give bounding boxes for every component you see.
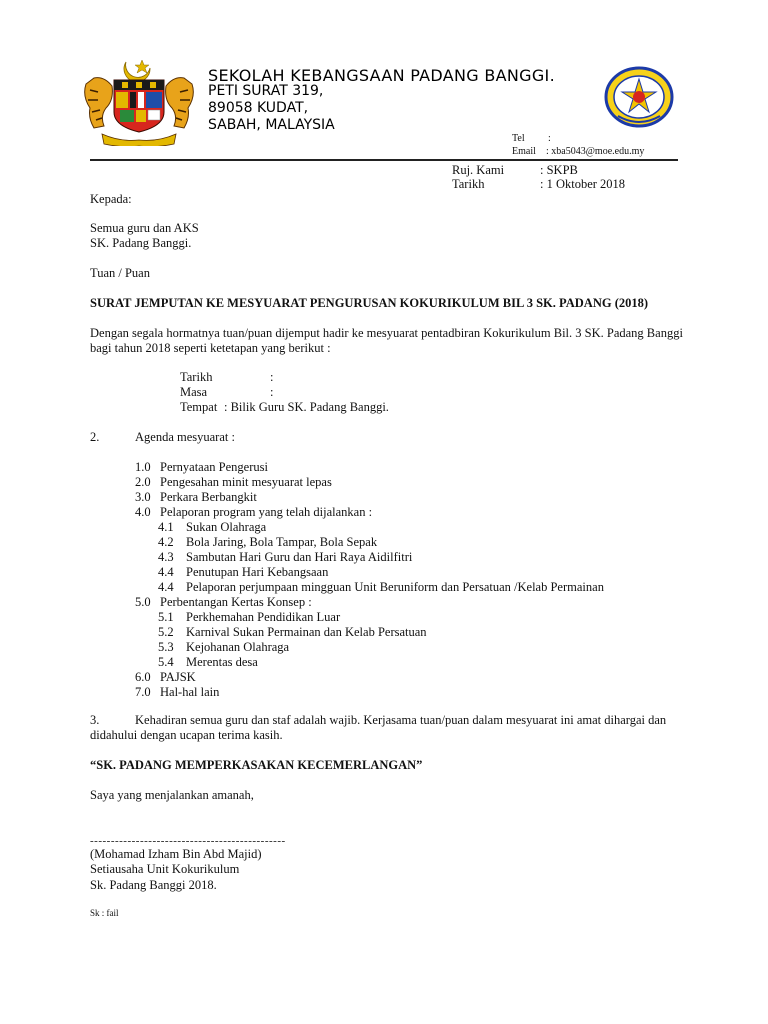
agenda-item-number: 2.0 xyxy=(135,475,151,489)
signatory-name: (Mohamad Izham Bin Abd Majid) xyxy=(90,847,262,861)
cc-note: Sk : fail xyxy=(90,908,119,918)
address-line-3: SABAH, MALAYSIA xyxy=(208,117,335,133)
agenda-item-number: 4.0 xyxy=(135,505,151,519)
agenda-item-number: 5.1 xyxy=(158,610,174,624)
detail-masa-value: : xyxy=(270,385,274,399)
signatory-organization: Sk. Padang Banggi 2018. xyxy=(90,878,217,892)
signature-line: ----------------------------------------------- xyxy=(90,835,286,847)
agenda-item-number: 4.4 xyxy=(158,565,174,579)
agenda-item-text: PAJSK xyxy=(160,670,196,684)
agenda-item-text: Pelaporan perjumpaan mingguan Unit Beruniform dan Persatuan /Kelab Permainan xyxy=(186,580,604,594)
intro-line-1: Dengan segala hormatnya tuan/puan dijemput hadir ke mesyuarat pentadbiran Kokurikulum Bil. 3 SK. Padang Banggi xyxy=(90,326,683,340)
detail-tarikh-value: : xyxy=(270,370,274,384)
ruj-label: Ruj. Kami xyxy=(452,163,505,177)
agenda-item-number: 7.0 xyxy=(135,685,151,699)
agenda-item-text: Pernyataan Pengerusi xyxy=(160,460,268,474)
address-line-2: 89058 KUDAT, xyxy=(208,100,309,116)
recipient-line-1: Semua guru dan AKS xyxy=(90,221,199,235)
ruj-value: : SKPB xyxy=(540,163,578,177)
agenda-item-text: Pengesahan minit mesyuarat lepas xyxy=(160,475,332,489)
agenda-item-text: Penutupan Hari Kebangsaan xyxy=(186,565,329,579)
detail-tempat-value: : Bilik Guru SK. Padang Banggi. xyxy=(224,400,389,414)
agenda-item-number: 4.2 xyxy=(158,535,174,549)
tel-label: Tel xyxy=(512,133,525,144)
agenda-item-text: Perkhemahan Pendidikan Luar xyxy=(186,610,341,624)
recipient-line-2: SK. Padang Banggi. xyxy=(90,236,192,250)
agenda-item-number: 6.0 xyxy=(135,670,151,684)
detail-masa-label: Masa xyxy=(180,385,208,399)
paragraph-2-number: 2. xyxy=(90,430,100,444)
agenda-item-text: Kejohanan Olahraga xyxy=(186,640,290,654)
agenda-item-number: 4.4 xyxy=(158,580,174,594)
tarikh-label: Tarikh xyxy=(452,177,485,191)
agenda-item-number: 5.0 xyxy=(135,595,151,609)
tarikh-value: : 1 Oktober 2018 xyxy=(540,177,626,191)
agenda-item-number: 5.4 xyxy=(158,655,174,669)
paragraph-3-line-2: didahului dengan ucapan terima kasih. xyxy=(90,728,283,742)
agenda-item-text: Sukan Olahraga xyxy=(186,520,267,534)
intro-line-2: bagi tahun 2018 seperti ketetapan yang berikut : xyxy=(90,341,331,355)
agenda-item-text: Pelaporan program yang telah dijalankan : xyxy=(160,505,373,519)
agenda-item-number: 5.2 xyxy=(158,625,174,639)
email-label: Email xyxy=(512,146,536,157)
school-logo xyxy=(604,66,674,128)
agenda-item-number: 3.0 xyxy=(135,490,151,504)
school-name: SEKOLAH KEBANGSAAN PADANG BANGGI. xyxy=(208,66,555,85)
agenda-item-text: Hal-hal lain xyxy=(160,685,220,699)
paragraph-2-text: Agenda mesyuarat : xyxy=(135,430,235,444)
coat-of-arms-logo xyxy=(80,56,198,146)
agenda-item-text: Sambutan Hari Guru dan Hari Raya Aidilfitri xyxy=(186,550,413,564)
closing: Saya yang menjalankan amanah, xyxy=(90,788,254,802)
paragraph-3-line-1: Kehadiran semua guru dan staf adalah wajib. Kerjasama tuan/puan dalam mesyuarat ini amat dihargai dan xyxy=(135,713,667,727)
agenda-item-number: 5.3 xyxy=(158,640,174,654)
salutation: Tuan / Puan xyxy=(90,266,150,280)
email-value: : xba5043@moe.edu.my xyxy=(546,146,645,157)
agenda-item-number: 4.3 xyxy=(158,550,174,564)
letter-title: SURAT JEMPUTAN KE MESYUARAT PENGURUSAN KOKURIKULUM BIL 3 SK. PADANG (2018) xyxy=(90,296,649,310)
agenda-item-text: Perkara Berbangkit xyxy=(160,490,257,504)
paragraph-3-number: 3. xyxy=(90,713,100,727)
agenda-item-text: Perbentangan Kertas Konsep : xyxy=(160,595,312,609)
detail-tarikh-label: Tarikh xyxy=(180,370,213,384)
detail-tempat-label: Tempat xyxy=(180,400,218,414)
header-divider xyxy=(90,159,678,161)
kepada: Kepada: xyxy=(90,192,132,206)
agenda-item-number: 1.0 xyxy=(135,460,151,474)
motto: “SK. PADANG MEMPERKASAKAN KECEMERLANGAN” xyxy=(90,758,423,772)
agenda-item-number: 4.1 xyxy=(158,520,174,534)
signatory-title: Setiausaha Unit Kokurikulum xyxy=(90,862,240,876)
tel-separator: : xyxy=(548,133,551,144)
agenda-item-text: Karnival Sukan Permainan dan Kelab Persatuan xyxy=(186,625,427,639)
agenda-item-text: Merentas desa xyxy=(186,655,258,669)
address-line-1: PETI SURAT 319, xyxy=(208,83,324,99)
agenda-item-text: Bola Jaring, Bola Tampar, Bola Sepak xyxy=(186,535,378,549)
